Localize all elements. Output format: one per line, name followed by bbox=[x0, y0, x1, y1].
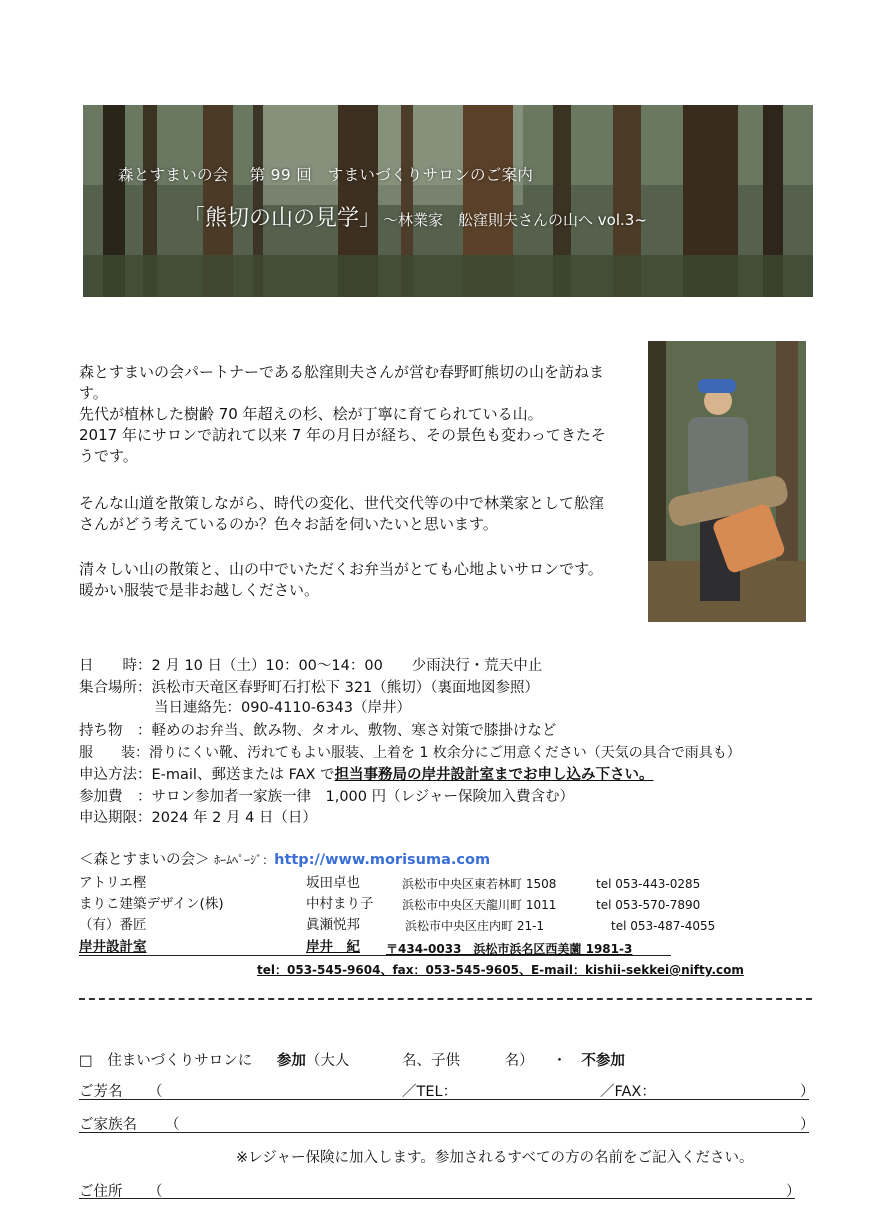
family-paren-open: （ bbox=[165, 1117, 180, 1133]
adults-label: （大人 bbox=[305, 1053, 350, 1069]
attend-option[interactable]: 参加 bbox=[276, 1053, 306, 1069]
address-input-line[interactable] bbox=[79, 1198, 795, 1199]
family-paren-close: ） bbox=[800, 1117, 815, 1133]
contact-addr-2: 浜松市中央区天龍川町 1011 bbox=[402, 898, 557, 912]
intro-paragraph-5: 清々しい山の散策と、山の中でいただくお弁当がとても心地よいサロンです。暖かい服装で是非お越しください。 bbox=[79, 560, 603, 599]
detail-fee: 参加費 ：サロン参加者一家族一律 1,000 円（レジャー保険加入費含む） bbox=[79, 789, 574, 805]
forester-photo bbox=[648, 341, 806, 622]
detail-apply bbox=[79, 766, 654, 785]
kishii-underline bbox=[79, 955, 671, 956]
forester-image bbox=[648, 341, 806, 622]
contact-addr-3: 浜松市中央区庄内町 21-1 bbox=[405, 919, 545, 933]
banner-title-line bbox=[183, 201, 647, 232]
detail-clothes: 服 装：滑りにくい靴、汚れてもよい服装、上着を 1 枚余分にご用意ください（天気の具合で雨具も） bbox=[79, 745, 741, 761]
attendance-checkbox[interactable]: □ bbox=[79, 1053, 93, 1069]
intro-paragraph-3: 2017 年にサロンで訪れて以来 7 年の月日が経ち、その景色も変わってきたそうです。 bbox=[79, 426, 606, 465]
contact-org-1: アトリエ樫 bbox=[79, 875, 147, 891]
detail-contact-day: 当日連絡先：090-4110-6343（岸井） bbox=[154, 700, 411, 716]
children-label: 名、子供 bbox=[402, 1053, 461, 1069]
intro-paragraph-4: そんな山道を散策しながら、時代の変化、世代交代等の中で林業家として舩窪さんがどう考えているのか？色々お話を伺いたいと思います。 bbox=[79, 494, 605, 533]
contact-org-3: （有）番匠 bbox=[79, 917, 147, 933]
detail-bring: 持ち物 ：軽めのお弁当、飲み物、タオル、敷物、寒さ対策で膝掛けなど bbox=[79, 723, 557, 739]
not-attend-option[interactable]: 不参加 bbox=[581, 1053, 625, 1069]
contact-name-3: 眞瀬悦邦 bbox=[306, 917, 360, 933]
detail-apply-emphasis: 担当事務局の岸井設計室までお申し込み下さい。 bbox=[334, 767, 654, 783]
contact-name-1: 坂田卓也 bbox=[306, 875, 360, 891]
attendance-row bbox=[79, 1049, 625, 1070]
address-label: ご住所 bbox=[79, 1184, 123, 1200]
name-paren-close: ） bbox=[800, 1084, 815, 1100]
contact-tel-1: tel 053-443-0285 bbox=[596, 877, 701, 891]
fax-label: ／FAX： bbox=[600, 1084, 656, 1100]
insurance-note: ※レジャー保険に加入します。参加されるすべての方の名前をご記入ください。 bbox=[236, 1150, 754, 1166]
name-label: ご芳名 bbox=[79, 1084, 123, 1100]
contact-tel-kishii: tel：053-545-9604、fax：053-545-9605、E-mail：kishii-sekkei@nifty.com bbox=[257, 963, 744, 977]
contact-tel-3: tel 053-487-4055 bbox=[611, 919, 716, 933]
intro-paragraph-1: 森とすまいの会パートナーである舩窪則夫さんが営む春野町熊切の山を訪ねます。 bbox=[79, 363, 605, 402]
intro-paragraph-2: 先代が植林した樹齢 70 年超えの杉、桧が丁寧に育てられている山。 bbox=[79, 405, 543, 423]
attendance-salon-label: 住まいづくりサロンに bbox=[107, 1053, 253, 1069]
address-paren-close: ） bbox=[786, 1184, 801, 1200]
detail-place: 集合場所：浜松市天竜区春野町石打松下 321（熊切）（裏面地図参照） bbox=[79, 680, 540, 696]
contact-name-kishii: 岸井 紀 bbox=[306, 939, 360, 955]
detail-apply-text: 申込方法：E-mail、郵送または FAX で bbox=[79, 767, 335, 783]
name-paren-open: （ bbox=[148, 1084, 163, 1100]
address-paren-open: （ bbox=[148, 1184, 163, 1200]
separator-dot: ・ bbox=[552, 1053, 567, 1069]
family-label: ご家族名 bbox=[79, 1117, 137, 1133]
banner-subtitle: 〜林業家 舩窪則夫さんの山へ vol.3~ bbox=[383, 211, 647, 229]
contacts-org-label: ＜森とすまいの会＞ bbox=[79, 852, 210, 868]
name-input-line[interactable] bbox=[79, 1099, 809, 1100]
contacts-homepage-label: ﾎｰﾑﾍﾟｰｼﾞ： bbox=[214, 853, 275, 867]
detail-deadline: 申込期限：2024 年 2 月 4 日（日） bbox=[79, 810, 317, 826]
banner-title: 「熊切の山の見学」 bbox=[183, 206, 382, 231]
contact-org-kishii: 岸井設計室 bbox=[79, 939, 147, 955]
contact-addr-1: 浜松市中央区東若林町 1508 bbox=[402, 877, 557, 891]
contacts-header bbox=[79, 851, 490, 870]
banner-event-line: 森とすまいの会 第 99 回 すまいづくりサロンのご案内 bbox=[118, 166, 534, 184]
contact-addr-kishii: 〒434-0033 浜松市浜名区西美薗 1981-3 bbox=[386, 942, 633, 956]
children-close: 名） bbox=[504, 1053, 534, 1069]
cut-line bbox=[79, 998, 812, 1000]
contact-name-2: 中村まり子 bbox=[306, 896, 374, 912]
tel-label: ／TEL： bbox=[402, 1084, 458, 1100]
contacts-url-link[interactable]: http://www.morisuma.com bbox=[274, 852, 491, 868]
contact-tel-2: tel 053-570-7890 bbox=[596, 898, 701, 912]
family-input-line[interactable] bbox=[79, 1132, 809, 1133]
detail-date: 日 時：2 月 10 日（土）10：00〜14：00 少雨決行・荒天中止 bbox=[79, 658, 543, 674]
contact-org-2: まりこ建築デザイン(株) bbox=[79, 896, 224, 912]
